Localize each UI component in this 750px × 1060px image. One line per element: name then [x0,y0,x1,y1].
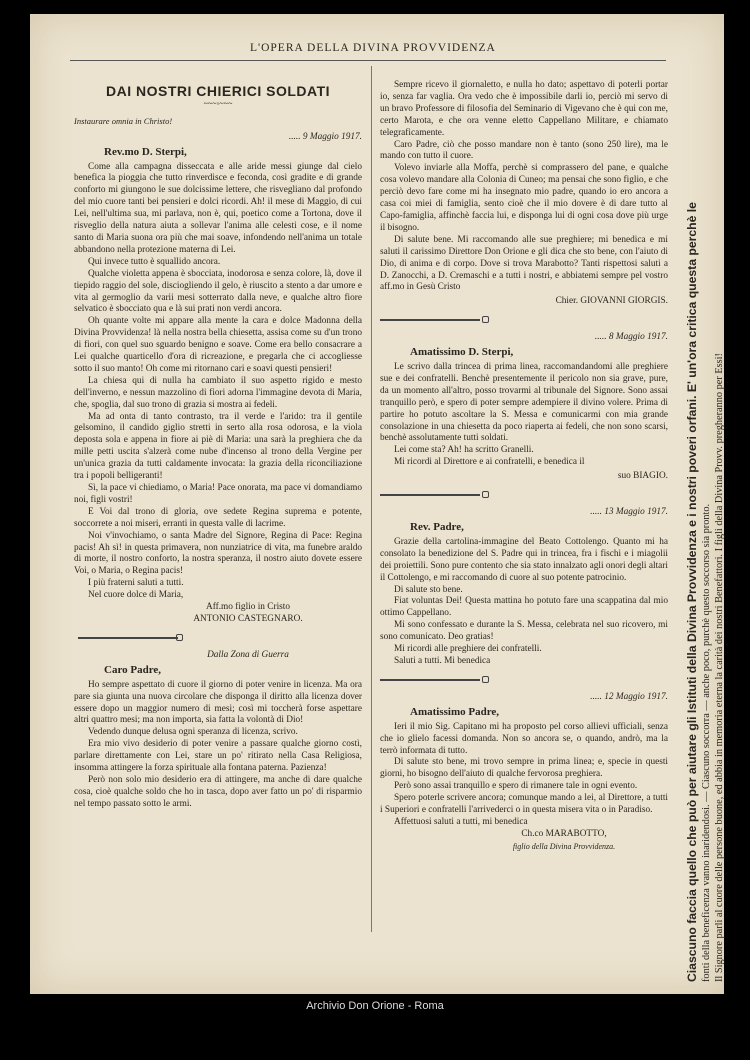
side-appeal-line3: Il Signore parli al cuore delle persone buone, ed abbia in memoria eterna la carità dei nostri Benefattori. I figli della Divina Provv. pregheranno per Essi! [714,353,725,982]
letter1-paragraph: Qui invece tutto è squallido ancora. [88,256,221,267]
letter1-meta [74,116,362,128]
letter2-paragraph: Di salute bene. Mi raccomando alle sue preghiere; mi benedica e mi saluti il carissimo Direttore Don Orione e gli dica che sto bene, con l'aiuto di Dio, di anima e di corpo. Dove si trova Marabotto? Tanti rispettosi saluti a D. Zanocchi, a D. Cremaschi e a tutti i nostri, e abbiatemi sempre pel vostro aff.mo in Gesù Cristo [380,234,668,293]
right-column [380,66,668,853]
letter2-paragraph: Volevo inviarle alla Moffa, perchè si comprassero del pane, e qualche cosa volevo mandare alla Colonia di Cuneo; ma pensai che sono figlio, e che perciò devo fare come mi ha insegnato mio padre, quando io ero ancora a casa coi miei di famiglia, sento cioè che il mio dovere è di dare tutto al Capo-famiglia, affinchè faccia lui, e disponga lui di ogni cosa dove più urge il bisogno. [380,163,668,233]
letter5-signature-sub: figlio della Divina Provvidenza. [512,841,616,851]
letter2-paragraph: Ho sempre aspettato di cuore il giorno di poter venire in licenza. Ma ora pare sia giunta una nuova circolare che disponga il diritto alla licenza dover essere dopo un maggior numero di mesi; così mi toccherà forse aspettare altri quattro mesi; ma non importa, sia fatta la volontà di Dio! [74,679,362,726]
letter1-paragraph: I più fraterni saluti a tutti. [88,578,184,589]
letter3-paragraph: Lei come sta? Ah! ha scritto Granelli. [394,445,534,456]
side-appeal-line1: Ciascuno faccia quello che può per aiutare gli Istituti della Divina Provvidenza e i nostri poveri orfani. E' un'ora critica questa perchè le [685,202,699,982]
section-divider [74,632,362,644]
letter1-paragraph: Qualche violetta appena è sbocciata, inodorosa e senza colore, là, dove il tiepido raggio del sole, disciogliendo il gelo, è riuscito a stento a dar umore e vita al germoglio da varii mesi sotterrato dalla neve, e qualche altro fiore selvatico è sbocciato qua e là sui prati non verdi ancora. [74,268,362,315]
letter3-paragraph: Le scrivo dalla trincea di prima linea, raccomandandomi alle preghiere sue e dei confratelli. Benchè presentemente il pericolo non sia grave, pure, da un momento all'altro, posso trovarmi al tribunale del Signore. Sono assai tranquillo però, e spero di poter sempre adempiere il divino volere. Prima di partire ho potuto ascoltare la S. Messa e comunicarmi con mia grande consolazione in una chiesetta da poco riaperta ai fedeli, che non sono scarsi, benchè assolutamente tutti soldati. [380,362,668,444]
newspaper-page [30,14,724,994]
column-rule [371,66,372,932]
letter1-paragraph: Sì, la pace vi chiediamo, o Maria! Pace onorata, ma pace vi domandiamo noi, figli vostri! [74,483,362,505]
letter1-closing: Nel cuore dolce di Maria, [88,590,184,601]
letter3-paragraph: Mi ricordi al Direttore e ai confratelli, e benedica il [394,457,585,468]
letter5-date: ..... 12 Maggio 1917. [590,691,668,702]
letter2-date: Dalla Zona di Guerra [207,649,289,660]
letter3-date: ..... 8 Maggio 1917. [594,332,668,343]
letter2-paragraph: Era mio vivo desiderio di poter venire a passare qualche giorno costì, parlare direttamente con Lei, stare un po' ritirato nella Casa Religiosa, insomma attingere la forza spirituale alla fontana paterna. Pazienza! [74,739,362,774]
left-column [74,66,362,811]
letter5-paragraph: Affettuosi saluti a tutti, mi benedica [394,816,528,827]
letter1-paragraph: Come alla campagna disseccata e alle aride messi giunge dal cielo benefica la pioggia che tutto rinverdisce e feconda, così gradite e di grande conforto mi giungono le sue dolcissime lettere, che risvegliano dal profondo del mio cuore tanti bei pensieri e dolci ricordi. Ah! il mese di Maggio, di cui Lei, nell'ultima sua, mi parlava, non è, qui, poetico come a Tortona, dove il risveglio della natura aiuta a sollevar l'anima alle celesti cose, e il nome santo di Maria suona ora più che mai soave, infondendo nell'anima un totale abbandono nella protezione materna di Lei. [74,161,362,255]
letter1-salutation: Rev.mo D. Sterpi, [104,145,187,158]
letter4-paragraph: Saluti a tutti. Mi benedica [394,655,491,666]
letter1-paragraph: La chiesa qui di nulla ha cambiato il suo aspetto rigido e mesto dell'inverno, e nessun mazzolino di fiori adorna l'immagine devota di Maria, che, spoglia, dal suo trono di grazia si mostra ai fedeli. [74,375,362,410]
letter1-date: ..... 9 Maggio 1917. [288,131,362,142]
section-divider [380,674,668,686]
side-appeal-line2: fonti della beneficenza vanno inaridendosi. — Ciascuno soccorra — anche poco, purchè questo soccorso sia pronto. [701,503,712,982]
section-divider [380,314,668,326]
letter1-paragraph: E Voi dal trono di gloria, ove sedete Regina suprema e potente, soccorrete a noi miseri, erranti in questa valle di lacrime. [74,506,362,529]
letter1-paragraph: Oh quante volte mi appare alla mente la cara e dolce Madonna della Divina Provvidenza! là nella nostra bella chiesetta, assisa come su d'un trono di fiori, con quel suo sguardo benigno e soave. Come era bello consacrare a Lei qualche quarticello d'ora di ricreazione, e pregarla che ci accogliesse sotto il suo manto! Oh come mi ritornano cari e soavi questi pensieri! [74,316,362,374]
letter4-paragraph: Grazie della cartolina-immagine del Beato Cottolengo. Quanto mi ha consolato la benedizione del S. Padre qui in trincea, fra i fischi e i miagolii dei proiettili. Sono pure contento che sia stato innalzato agli onori degli altari il Cottolengo, e mi raccomando di cuore al suo potente patrocinio. [380,536,668,583]
letter4-paragraph: Mi sono confessato e durante la S. Messa, celebrata nel suo ricovero, mi sono comunicato. Deo gratias! [380,620,668,643]
letter1-motto: Instaurare omnia in Christo! [74,115,173,126]
letter2-signature: Chier. GIOVANNI GIORGIS. [555,296,668,307]
letter2-paragraph: Però non solo mio desiderio era di attingere, ma anche di dare qualche cosa, cioè qualche soldo che ho in tasca, dopo aver fatto un po' di risparmio nel tempo passato sotto le armi. [74,774,362,809]
side-appeal [685,32,726,982]
letter4-paragraph: Mi ricordi alle preghiere dei confratelli. [394,644,542,655]
letter2-paragraph: Caro Padre, ciò che posso mandare non è tanto (sono 250 lire), ma le mando con tutto il cuore. [380,139,668,162]
letter1-signature: ANTONIO CASTEGNARO. [193,613,303,624]
letter3-salutation: Amatissimo D. Sterpi, [410,346,514,359]
letter5-paragraph: Di salute sto bene, mi trovo sempre in prima linea; e, specie in questi giorni, ho bisogno dell'aiuto di qualche fervorosa preghiera. [380,757,668,780]
letter5-salutation: Amatissimo Padre, [410,705,500,718]
letter2-paragraph: Vedendo dunque delusa ogni speranza di licenza, scrivo. [88,727,298,738]
title-ornament: ~~~◦~~~ [203,98,233,108]
archive-footer: Archivio Don Orione - Roma [306,1000,444,1012]
section-title: DAI NOSTRI CHIERICI SOLDATI [105,83,331,99]
letter5-signature: Ch.co MARABOTTO, [521,828,607,839]
letter5-paragraph: Spero poterle scrivere ancora; comunque mando a lei, al Direttore, a tutti i Superiori e confratelli l'arrivederci o in questa misera vita o in Paradiso. [380,793,668,816]
letter5-paragraph: Ieri il mio Sig. Capitano mi ha proposto pel corso allievi ufficiali, senza che io glielo facessi domanda. Non so ancora se, o quando, andrò, ma la terrò informata di tutto. [380,721,668,756]
letter1-paragraph: Ma ad onta di tanto contrasto, tra il verde e l'arido: tra il gentile gelsomino, il candido giglio stretti in serto alla rosa odorosa, e la viola deposta sola e appena in fiore ai piè di Maria: una sarà la preghiera che da mille petti uscita s'alzerà come nube d'incenso al trono della Vergine per un'unica grazia da tutti caldamente invocata: la grazia della riconciliazione tra i popoli belligeranti! [74,411,362,482]
letter1-paragraph: Noi v'invochiamo, o santa Madre del Signore, Regina di Pace: Regina pacis! Ah sì! in questa primavera, non nunziatrice di vita, ma funebre araldo di morte, il nostro conforto, la nostra speranza, il nostro aiuto dovete essere Voi, o Maria, o Regina pacis! [74,530,362,577]
letter3-signature: suo BIAGIO. [617,471,668,482]
letter1-closing2: Aff.mo figlio in Cristo [205,602,291,613]
section-divider [380,489,668,501]
letter2-paragraph: Sempre ricevo il giornaletto, e nulla ho dato; aspettavo di poterli portar io, senza far vaglia. Ora vedo che è impossibile darli io, perciò mi servo di un bravo Professore di filosofia del Seminario di Vigevano che è qui con me, certo Marota, e che ora venne eletto Cappellano Militare, e chiamato telegraficamente. [380,80,668,138]
header-rule [70,60,666,61]
letter4-paragraph: Fiat voluntas Dei! Questa mattina ho potuto fare una scappatina dal mio ottimo Cappellano. [380,596,668,619]
letter4-salutation: Rev. Padre, [410,521,464,533]
letter4-date: ..... 13 Maggio 1917. [590,507,668,518]
page-header: L'OPERA DELLA DIVINA PROVVIDENZA [250,42,496,54]
letter4-paragraph: Di salute sto bene. [394,584,463,595]
letter5-paragraph: Però sono assai tranquillo e spero di rimanere tale in ogni evento. [394,781,638,792]
letter2-salutation: Caro Padre, [104,663,162,676]
